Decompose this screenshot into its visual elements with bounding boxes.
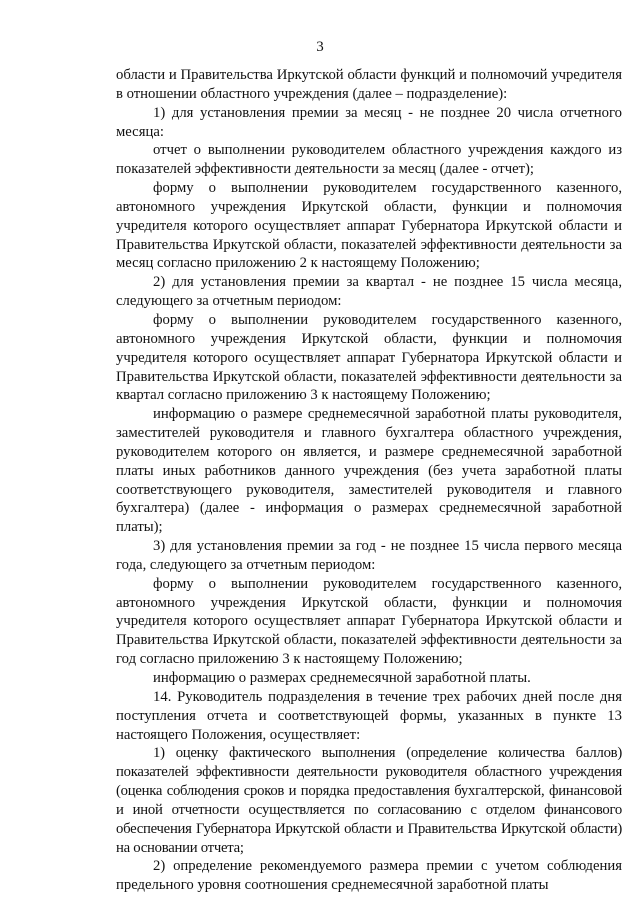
paragraph: форму о выполнении руководителем государственного казенного, автономного учреждения Иркутской области, функции и полномочия учредителя которого осуществляет аппарат Губернатора Иркутской области и Правительства Иркутской области, показателей эффективности деятельности за квартал согласно приложению 3 к настоящему Положению;	[116, 311, 622, 404]
paragraph: 3) для установления премии за год - не позднее 15 числа первого месяца года, следующего за отчетным периодом:	[116, 538, 622, 573]
paragraph: информацию о размере среднемесячной заработной платы руководителя, заместителей руководителя и главного бухгалтера областного учреждения, руководителем которого он является, и размере среднемесячной заработной платы иных работников данного учреждения (без учета заработной платы соответствующего руководителя, заместителей руководителя и главного бухгалтера) (далее - информация о размерах среднемесячной заработной платы);	[116, 406, 622, 536]
paragraph: 2) для установления премии за квартал - не позднее 15 числа месяца, следующего за отчетным периодом:	[116, 274, 622, 310]
page-number: 3	[316, 39, 324, 55]
paragraph: информацию о размерах среднемесячной заработной платы.	[153, 670, 531, 686]
paragraph: 1) для установления премии за месяц - не позднее 20 числа отчетного месяца:	[116, 104, 622, 140]
paragraph: 1) оценку фактического выполнения (определение количества баллов) показателей эффективности деятельности руководителя областного учреждения (оценка соблюдения сроков и порядка предоставления бухгалтерской, финансовой и иной отчетности осуществляется по согласованию с отделом финансового обеспечения Губернатора Иркутской области и Правительства Иркутской области) на основании отчета;	[116, 745, 622, 856]
paragraph: области и Правительства Иркутской области функций и полномочий учредителя в отношении областного учреждения (далее – подразделение):	[116, 67, 622, 102]
paragraph: форму о выполнении руководителем государственного казенного, автономного учреждения Иркутской области, функции и полномочия учредителя которого осуществляет аппарат Губернатора Иркутской области и Правительства Иркутской области, показателей эффективности деятельности за месяц согласно приложению 2 к настоящему Положению;	[116, 180, 622, 272]
paragraph: форму о выполнении руководителем государственного казенного, автономного учреждения Иркутской области, функции и полномочия учредителя которого осуществляет аппарат Губернатора Иркутской области и Правительства Иркутской области, показателей эффективности деятельности за год согласно приложению 3 к настоящему Положению;	[116, 575, 622, 668]
paragraph: 14. Руководитель подразделения в течение трех рабочих дней после дня поступления отчета и соответствующей формы, указанных в пункте 13 настоящего Положения, осуществляет:	[116, 688, 622, 743]
document-body	[116, 66, 622, 895]
paragraph: 2) определение рекомендуемого размера премии с учетом соблюдения предельного уровня соотношения среднемесячной заработной платы	[116, 858, 622, 894]
paragraph: отчет о выполнении руководителем областного учреждения каждого из показателей эффективности деятельности за месяц (далее - отчет);	[116, 142, 622, 178]
